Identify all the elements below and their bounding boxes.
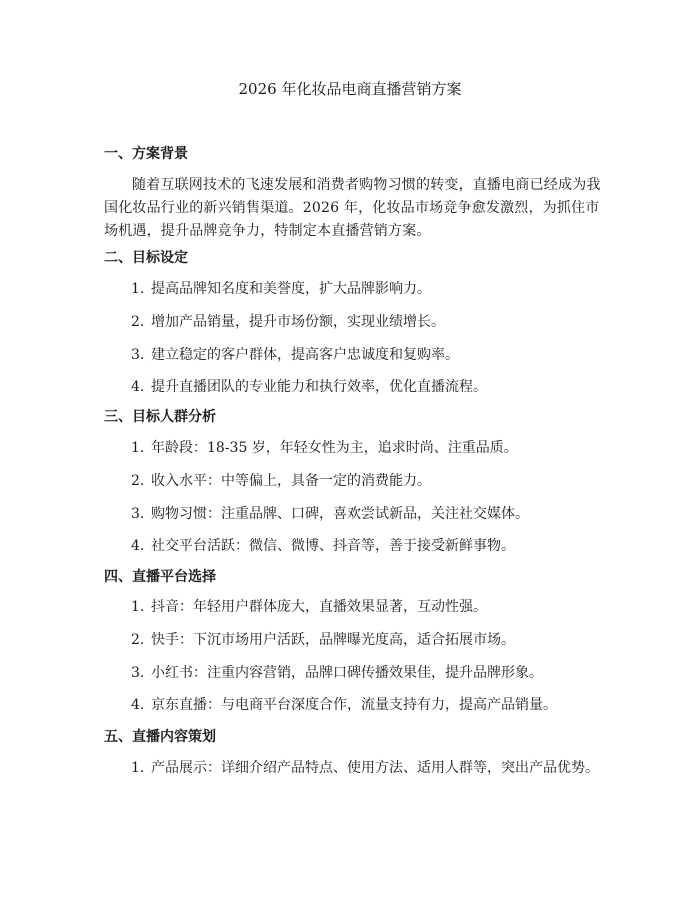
list-item xyxy=(131,664,601,682)
list-item-number: 1. xyxy=(131,281,145,297)
list-item-number: 4. xyxy=(131,379,145,395)
list-item xyxy=(131,313,601,331)
list-item-number: 2. xyxy=(131,314,145,330)
list-item-text: 收入水平：中等偏上，具备一定的消费能力。 xyxy=(151,473,431,489)
list-item-number: 3. xyxy=(131,347,145,363)
section-heading-content-planning: 五、直播内容策划 xyxy=(104,729,216,745)
list-item-number: 3. xyxy=(131,665,145,681)
list-item-number: 1. xyxy=(131,760,145,776)
list-item-text: 京东直播：与电商平台深度合作，流量支持有力，提高产品销量。 xyxy=(151,697,557,713)
list-item-text: 社交平台活跃：微信、微博、抖音等，善于接受新鲜事物。 xyxy=(151,538,515,554)
list-item-number: 3. xyxy=(131,506,145,522)
section-paragraph-background: 随着互联网技术的飞速发展和消费者购物习惯的转变，直播电商已经成为我国化妆品行业的新兴销售渠道。2026 年，化妆品市场竞争愈发激烈，为抓住市场机遇，提升品牌竞争力，特制定本直播营销方案。 xyxy=(104,177,601,239)
list-item xyxy=(131,472,601,490)
section-heading-background: 一、方案背景 xyxy=(104,146,188,162)
list-item-text: 建立稳定的客户群体，提高客户忠诚度和复购率。 xyxy=(151,347,459,363)
list-item-text: 购物习惯：注重品牌、口碑，喜欢尝试新品，关注社交媒体。 xyxy=(151,506,529,522)
list-item xyxy=(131,346,601,364)
list-item xyxy=(131,631,601,649)
list-item-number: 2. xyxy=(131,473,145,489)
list-item-text: 提高品牌知名度和美誉度，扩大品牌影响力。 xyxy=(151,281,431,297)
list-item-text: 小红书：注重内容营销，品牌口碑传播效果佳，提升品牌形象。 xyxy=(151,665,543,681)
list-item xyxy=(131,696,601,714)
document-title: 2026 年化妆品电商直播营销方案 xyxy=(238,80,462,98)
list-item-number: 2. xyxy=(131,632,145,648)
list-item xyxy=(131,505,601,523)
section-heading-goals: 二、目标设定 xyxy=(104,250,188,266)
list-item xyxy=(131,759,601,777)
list-item-text: 快手：下沉市场用户活跃，品牌曝光度高，适合拓展市场。 xyxy=(151,632,515,648)
list-item xyxy=(131,378,601,396)
list-item-number: 4. xyxy=(131,697,145,713)
list-item xyxy=(131,439,601,457)
list-item xyxy=(131,537,601,555)
list-item-text: 产品展示：详细介绍产品特点、使用方法、适用人群等，突出产品优势。 xyxy=(151,760,599,776)
list-item-text: 增加产品销量，提升市场份额，实现业绩增长。 xyxy=(151,314,445,330)
list-item-text: 年龄段：18-35 岁，年轻女性为主，追求时尚、注重品质。 xyxy=(151,440,518,456)
list-item-text: 抖音：年轻用户群体庞大，直播效果显著，互动性强。 xyxy=(151,599,487,615)
list-item-number: 1. xyxy=(131,440,145,456)
list-item-text: 提升直播团队的专业能力和执行效率，优化直播流程。 xyxy=(151,379,487,395)
list-item xyxy=(131,280,601,298)
section-heading-target-audience: 三、目标人群分析 xyxy=(104,409,216,425)
list-item-number: 1. xyxy=(131,599,145,615)
list-item xyxy=(131,598,601,616)
section-heading-platforms: 四、直播平台选择 xyxy=(104,569,216,585)
list-item-number: 4. xyxy=(131,538,145,554)
